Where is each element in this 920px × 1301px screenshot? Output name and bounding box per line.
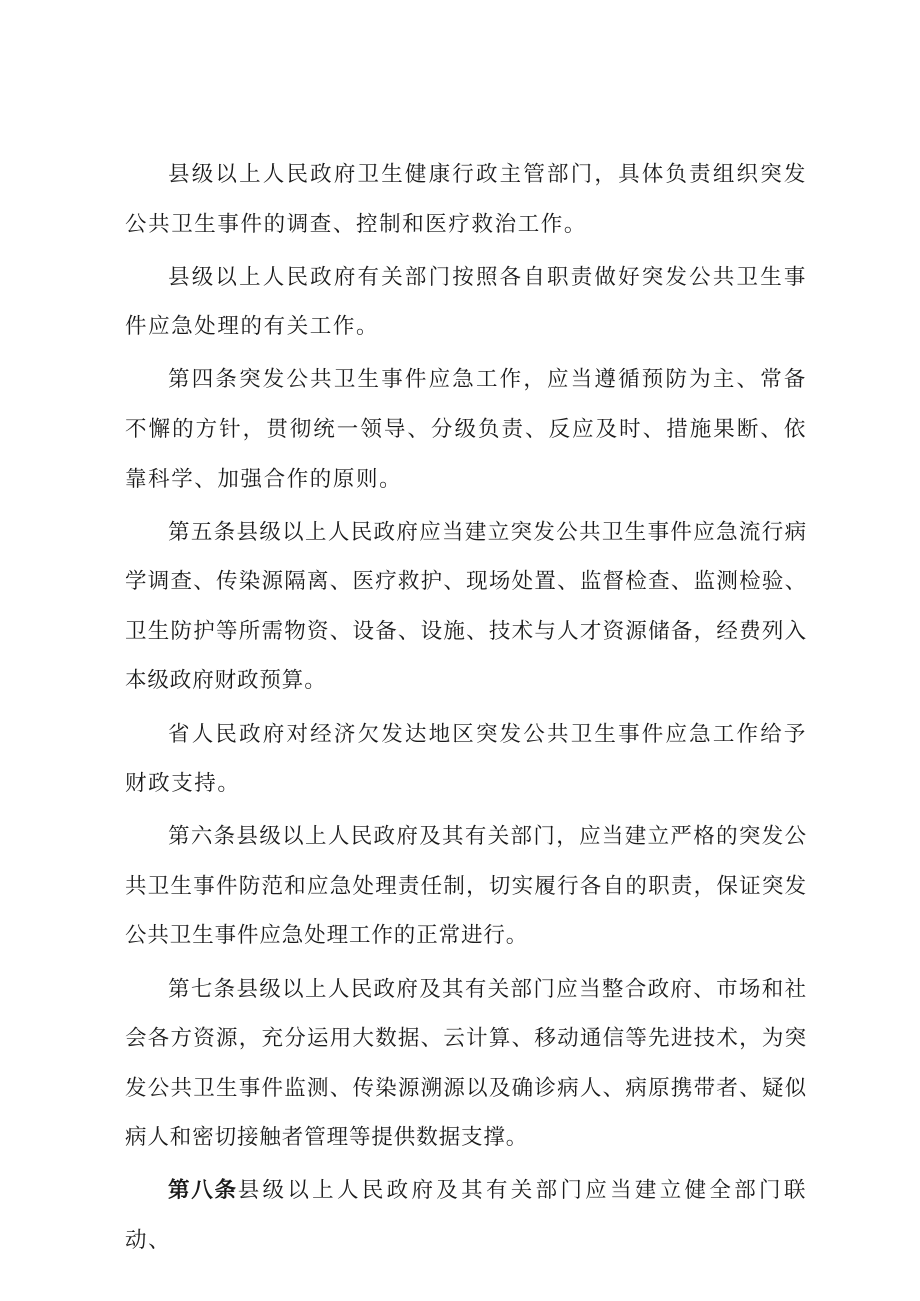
article-8-text: 县级以上人民政府及其有关部门应当建立健全部门联动、 [125,1178,807,1253]
paragraph-article-4: 第四条突发公共卫生事件应急工作，应当遵循预防为主、常备不懈的方针，贯彻统一领导、分级负责、反应及时、措施果断、依靠科学、加强合作的原则。 [125,367,807,492]
paragraph-related-depts-duties: 县级以上人民政府有关部门按照各自职责做好突发公共卫生事件应急处理的有关工作。 [125,264,807,340]
paragraph-article-8 [125,1166,807,1265]
paragraph-article-7: 第七条县级以上人民政府及其有关部门应当整合政府、市场和社会各方资源，充分运用大数据、云计算、移动通信等先进技术，为突发公共卫生事件监测、传染源溯源以及确诊病人、病原携带者、疑似病人和密切接触者管理等提供数据支撑。 [125,976,807,1151]
paragraph-article-5: 第五条县级以上人民政府应当建立突发公共卫生事件应急流行病学调查、传染源隔离、医疗救护、现场处置、监督检查、监测检验、卫生防护等所需物资、设备、设施、技术与人才资源储备，经费列入本级政府财政预算。 [125,519,807,694]
paragraph-article-6: 第六条县级以上人民政府及其有关部门，应当建立严格的突发公共卫生事件防范和应急处理责任制，切实履行各自的职责，保证突发公共卫生事件应急处理工作的正常进行。 [125,824,807,949]
paragraph-provincial-support: 省人民政府对经济欠发达地区突发公共卫生事件应急工作给予财政支持。 [125,721,807,797]
paragraph-health-dept-duties: 县级以上人民政府卫生健康行政主管部门，具体负责组织突发公共卫生事件的调查、控制和医疗救治工作。 [125,162,807,237]
article-number: 第八条 [168,1178,238,1204]
document-body [125,150,807,1269]
